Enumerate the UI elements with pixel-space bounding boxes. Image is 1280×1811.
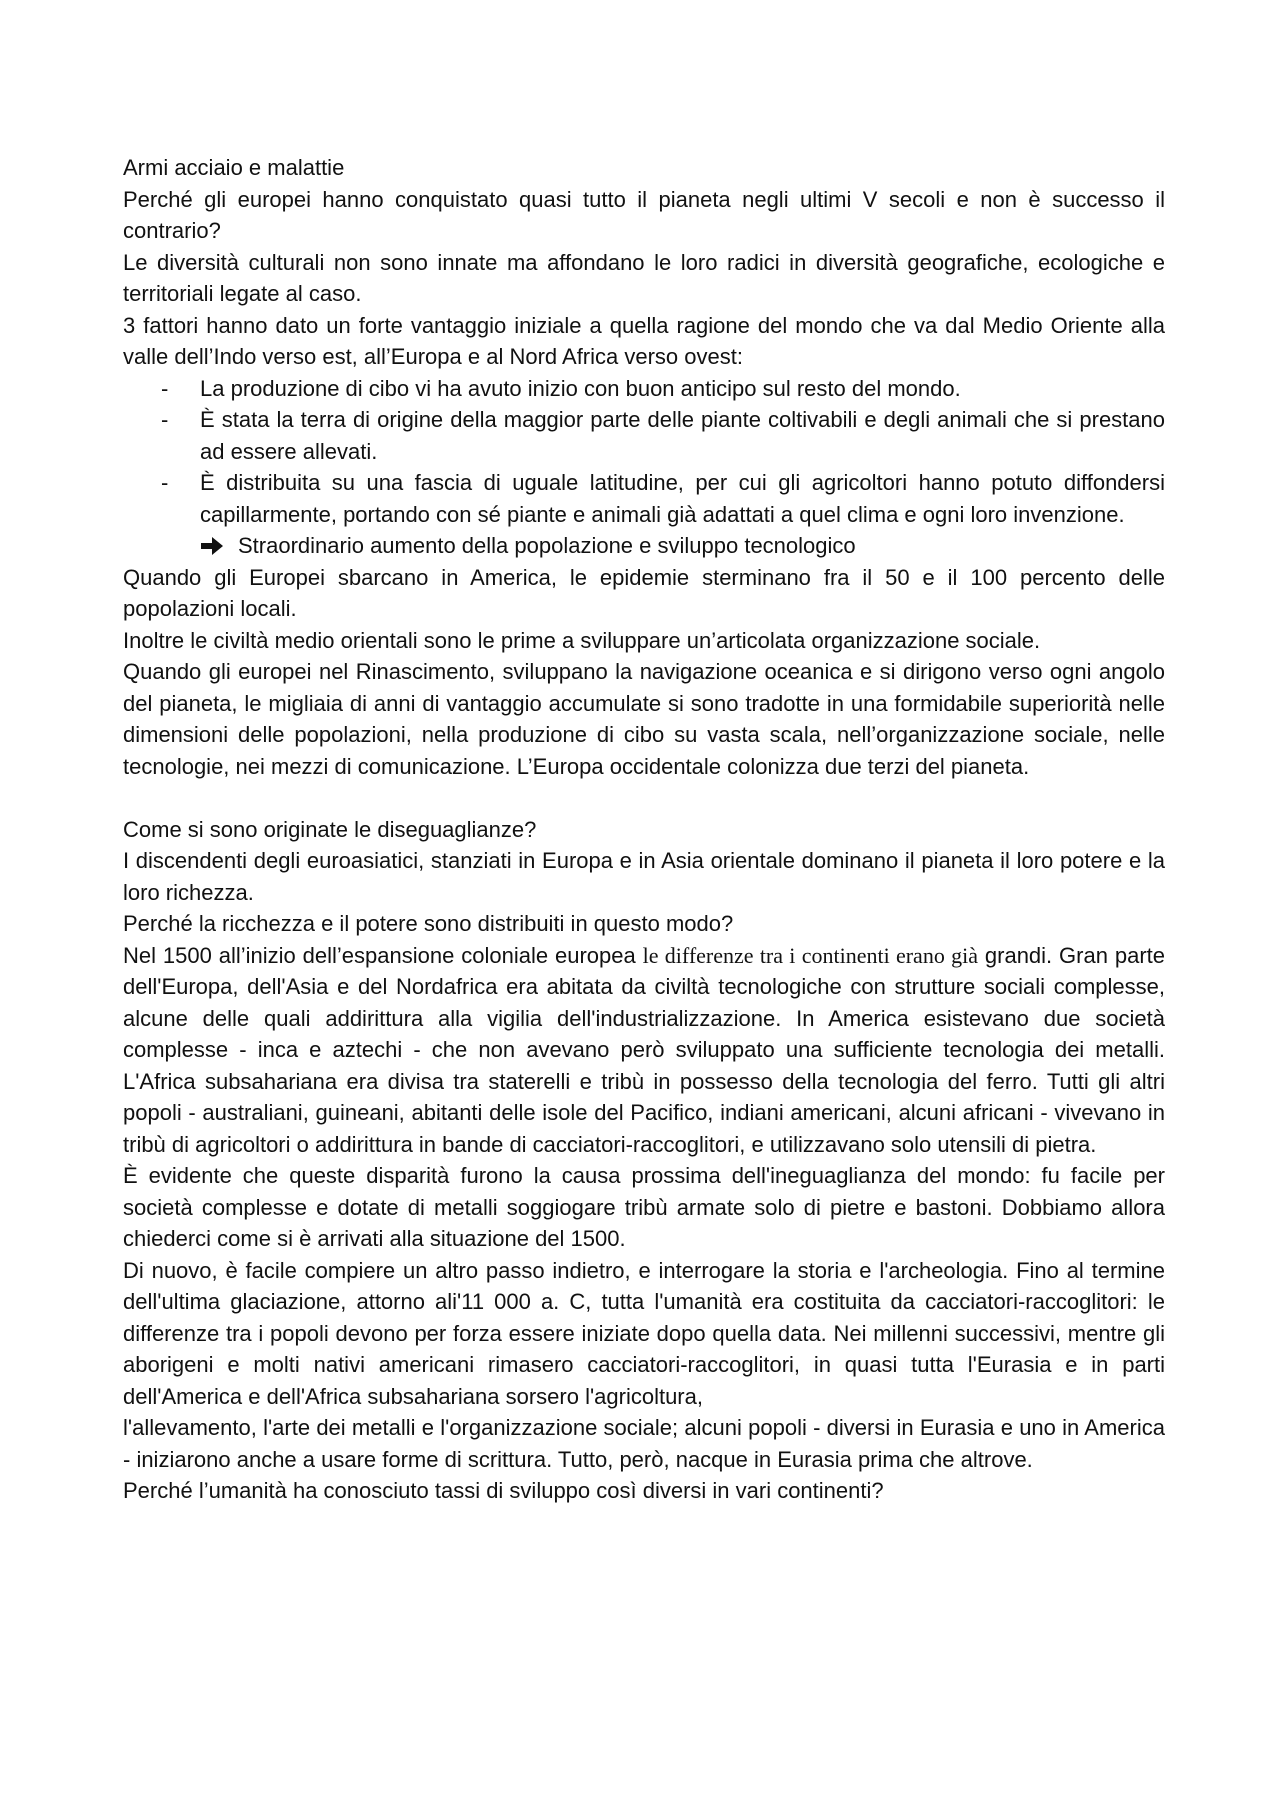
- list-item-text: È distribuita su una fascia di uguale latitudine, per cui gli agricoltori hanno potuto diffondersi capillarmente, portando con sé piante e animali già adattati a quel clima e ogni loro invenzione.: [200, 470, 1165, 527]
- blank-line: [123, 782, 1165, 814]
- paragraph: [123, 940, 1165, 1161]
- list-item-text: È stata la terra di origine della maggior parte delle piante coltivabili e degli animali che si prestano ad essere allevati.: [200, 407, 1165, 464]
- list-item: [123, 404, 1165, 467]
- section-question: Come si sono originate le diseguaglianze?: [123, 816, 537, 842]
- paragraph: Perché la ricchezza e il potere sono distribuiti in questo modo?: [123, 911, 734, 936]
- list-item: [123, 467, 1165, 530]
- list-marker: -: [161, 407, 169, 432]
- paragraph-text-serif: le differenze tra i continenti erano già: [642, 942, 978, 968]
- document-title: Armi acciaio e malattie: [123, 155, 345, 180]
- list-marker: -: [161, 470, 169, 495]
- list-item-text: La produzione di cibo vi ha avuto inizio con buon anticipo sul resto del mondo.: [200, 375, 961, 401]
- paragraph: l'allevamento, l'arte dei metalli e l'organizzazione sociale; alcuni popoli - diversi in Eurasia e uno in America - iniziarono anche a usare forme di scrittura. Tutto, però, nacque in Eurasia prima che altrove.: [123, 1415, 1165, 1472]
- document-page: [123, 152, 1165, 1507]
- factor-list: [123, 373, 1165, 531]
- list-item: [123, 373, 1165, 405]
- paragraph: I discendenti degli euroasiatici, stanziati in Europa e in Asia orientale dominano il pianeta il loro potere e la loro richezza.: [123, 848, 1165, 905]
- closing-question: Perché l’umanità ha conosciuto tassi di sviluppo così diversi in vari continenti?: [123, 1478, 884, 1503]
- paragraph: Quando gli Europei sbarcano in America, le epidemie sterminano fra il 50 e il 100 percento delle popolazioni locali.: [123, 564, 1165, 621]
- arrow-conclusion-text: Straordinario aumento della popolazione e sviluppo tecnologico: [238, 533, 856, 558]
- paragraph: Quando gli europei nel Rinascimento, sviluppano la navigazione oceanica e si dirigono verso ogni angolo del pianeta, le migliaia di anni di vantaggio accumulate si sono tradotte in una formidabile superiorità nelle dimensioni delle popolazioni, nella produzione di cibo su vasta scala, nell’organizzazione sociale, nelle tecnologie, nei mezzi di comunicazione. L’Europa occidentale colonizza due terzi del pianeta.: [123, 659, 1165, 779]
- paragraph: Inoltre le civiltà medio orientali sono le prime a sviluppare un’articolata organizzazione sociale.: [123, 627, 1041, 653]
- paragraph: Le diversità culturali non sono innate ma affondano le loro radici in diversità geografiche, ecologiche e territoriali legate al caso.: [123, 249, 1165, 306]
- list-marker: -: [161, 375, 169, 401]
- right-arrow-icon: [200, 535, 224, 557]
- arrow-conclusion: [123, 530, 1165, 562]
- paragraph: È evidente che queste disparità furono la causa prossima dell'ineguaglianza del mondo: fu facile per società complesse e dotate di metalli soggiogare tribù armate solo di pietre e bastoni. Dobbiamo allora chiederci come si è arrivati alla situazione del 1500.: [123, 1163, 1165, 1251]
- paragraph: Perché gli europei hanno conquistato quasi tutto il pianeta negli ultimi V secoli e non è successo il contrario?: [123, 186, 1165, 243]
- paragraph-text: grandi. Gran parte dell'Europa, dell'Asia e del Nordafrica era abitata da civiltà tecnologiche con strutture sociali complesse, alcune delle quali addirittura alla vigilia dell'industrializzazione. In America esistevano due società complesse - inca e aztechi - che non avevano però sviluppato una sufficiente tecnologia dei metalli. L'Africa subsahariana era divisa tra staterelli e tribù in possesso della tecnologia del ferro. Tutti gli altri popoli - australiani, guineani, abitanti delle isole del Pacifico, indiani americani, alcuni africani - vivevano in tribù di agricoltori o addirittura in bande di cacciatori-raccoglitori, e utilizzavano solo utensili di pietra.: [123, 942, 1166, 1157]
- paragraph: 3 fattori hanno dato un forte vantaggio iniziale a quella ragione del mondo che va dal Medio Oriente alla valle dell’Indo verso est, all’Europa e al Nord Africa verso ovest:: [123, 312, 1165, 369]
- paragraph-text: Nel 1500 all’inizio dell’espansione coloniale europea: [123, 942, 643, 968]
- paragraph: Di nuovo, è facile compiere un altro passo indietro, e interrogare la storia e l'archeologia. Fino al termine dell'ultima glaciazione, attorno ali'11 000 a. C, tutta l'umanità era costituita da cacciatori-raccoglitori: le differenze tra i popoli devono per forza essere iniziate dopo quella data. Nei millenni successivi, mentre gli aborigeni e molti nativi americani rimasero cacciatori-raccoglitori, in quasi tutta l'Eurasia e in parti dell'America e dell'Africa subsahariana sorsero l'agricoltura,: [123, 1257, 1165, 1409]
